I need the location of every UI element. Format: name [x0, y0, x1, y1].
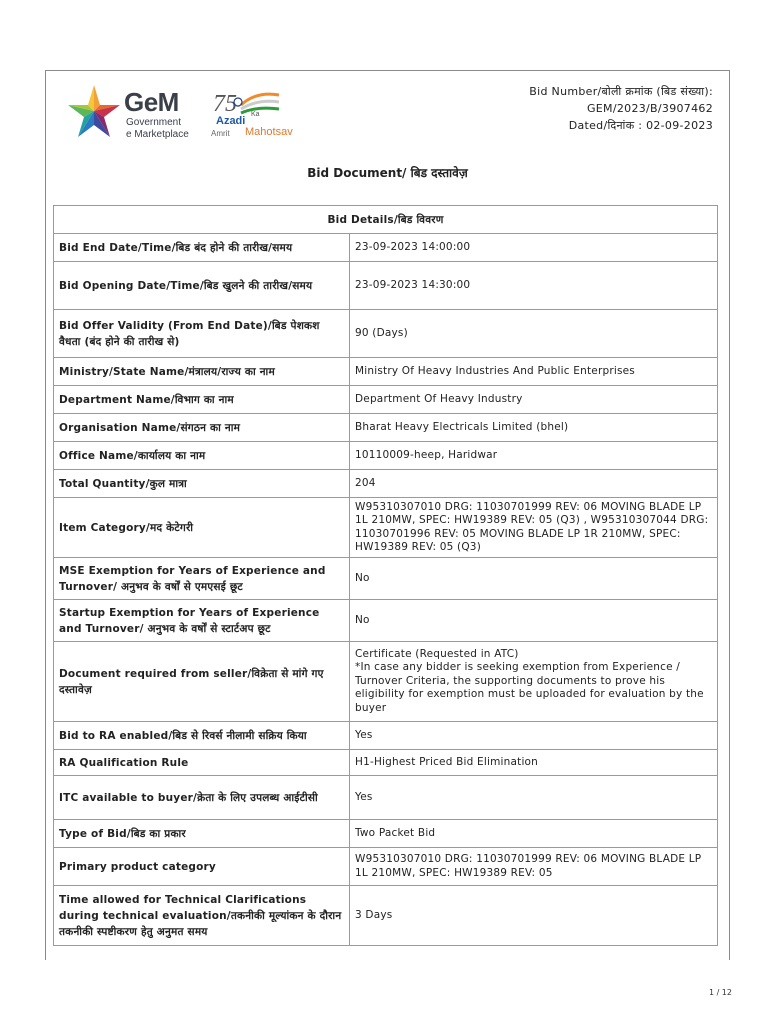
- row-value: [350, 642, 718, 722]
- table-row: [54, 600, 718, 642]
- row-value-line: *In case any bidder is seeking exemption from Experience / Turnover Criteria, the supporting documents to prove his eligibility for exemption must be uploaded for evaluation by the buyer: [355, 661, 704, 714]
- row-label: Document required from seller/विक्रेता से मांगे गए दस्तावेज़: [54, 642, 350, 722]
- gem-logo-line1: Government: [126, 117, 182, 128]
- gem-logo-line2: e Marketplace: [126, 129, 189, 140]
- azadi-mahotsav-text: Mahotsav: [245, 126, 293, 138]
- table-row: [54, 776, 718, 820]
- gem-logo: [64, 81, 199, 143]
- bid-number: GEM/2023/B/3907462: [586, 102, 713, 115]
- azadi-amrit-text: Amrit: [211, 129, 230, 138]
- row-value: W95310307010 DRG: 11030701999 REV: 06 MOVING BLADE LP 1L 210MW, SPEC: HW19389 REV: 05: [350, 848, 718, 886]
- bid-details-table: [53, 205, 718, 946]
- table-row: [54, 386, 718, 414]
- row-label: Bid Offer Validity (From End Date)/बिड पेशकश वैधता (बंद होने की तारीख से): [54, 310, 350, 358]
- svg-text:75: 75: [213, 91, 237, 117]
- table-row: [54, 886, 718, 946]
- row-value: 90 (Days): [350, 310, 718, 358]
- page-number: 1 / 12: [708, 988, 732, 997]
- table-row: [54, 358, 718, 386]
- table-row: [54, 414, 718, 442]
- table-row: [54, 750, 718, 776]
- row-value: Ministry Of Heavy Industries And Public Enterprises: [350, 358, 718, 386]
- table-heading: Bid Details/बिड विवरण: [54, 206, 718, 234]
- azadi-text: Azadi: [216, 115, 246, 127]
- gem-logo-word: GeM: [124, 87, 179, 117]
- table-row: [54, 470, 718, 498]
- document-header: [46, 71, 729, 171]
- row-label: Time allowed for Technical Clarifications during technical evaluation/तकनीकी मूल्यांकन के दौरान तकनीकी स्पष्टीकरण हेतु अनुमत समय: [54, 886, 350, 946]
- row-value: Yes: [350, 722, 718, 750]
- azadi-ka-text: Ka: [251, 111, 260, 118]
- row-label: Bid End Date/Time/बिड बंद होने की तारीख/समय: [54, 234, 350, 262]
- row-label: Department Name/विभाग का नाम: [54, 386, 350, 414]
- gem-star-icon: [64, 81, 124, 143]
- table-row: [54, 642, 718, 722]
- row-label: Bid Opening Date/Time/बिड खुलने की तारीख/समय: [54, 262, 350, 310]
- row-label: Item Category/मद केटेगरी: [54, 498, 350, 558]
- row-value: W95310307010 DRG: 11030701999 REV: 06 MOVING BLADE LP 1L 210MW, SPEC: HW19389 REV: 05 (Q3) , W95310307044 DRG: 11030701996 REV: 05 MOVING BLADE LP 1R 210MW, SPEC: HW19389 REV: 05 (Q3): [350, 498, 718, 558]
- row-value: 23-09-2023 14:30:00: [350, 262, 718, 310]
- row-label: Primary product category: [54, 848, 350, 886]
- row-value: 3 Days: [350, 886, 718, 946]
- row-label: Total Quantity/कुल मात्रा: [54, 470, 350, 498]
- table-row: [54, 820, 718, 848]
- row-value: 23-09-2023 14:00:00: [350, 234, 718, 262]
- row-value: 204: [350, 470, 718, 498]
- table-row: [54, 722, 718, 750]
- dated-value: 02-09-2023: [646, 119, 713, 132]
- row-value: Two Packet Bid: [350, 820, 718, 848]
- row-label: Ministry/State Name/मंत्रालय/राज्य का नाम: [54, 358, 350, 386]
- dated-line: [529, 117, 713, 134]
- row-value: Department Of Heavy Industry: [350, 386, 718, 414]
- table-row: [54, 498, 718, 558]
- row-label: Organisation Name/संगठन का नाम: [54, 414, 350, 442]
- table-row: [54, 848, 718, 886]
- row-label: MSE Exemption for Years of Experience and Turnover/ अनुभव के वर्षों से एमएसई छूट: [54, 558, 350, 600]
- row-label: ITC available to buyer/क्रेता के लिए उपलब्ध आईटीसी: [54, 776, 350, 820]
- row-value: 10110009-heep, Haridwar: [350, 442, 718, 470]
- table-row: [54, 262, 718, 310]
- dated-label: Dated/दिनांक :: [568, 119, 643, 132]
- azadi-75-icon: [211, 89, 281, 117]
- row-value: No: [350, 558, 718, 600]
- row-value: No: [350, 600, 718, 642]
- table-row: [54, 442, 718, 470]
- row-label: RA Qualification Rule: [54, 750, 350, 776]
- table-heading-row: [54, 206, 718, 234]
- row-value: Bharat Heavy Electricals Limited (bhel): [350, 414, 718, 442]
- row-label: Office Name/कार्यालय का नाम: [54, 442, 350, 470]
- row-label: Startup Exemption for Years of Experience and Turnover/ अनुभव के वर्षों से स्टार्टअप छूट: [54, 600, 350, 642]
- azadi-ka-amrit-mahotsav-logo: [211, 89, 321, 139]
- table-row: [54, 310, 718, 358]
- document-page: [45, 70, 730, 960]
- row-value-line: Certificate (Requested in ATC): [355, 647, 519, 660]
- bid-meta: [529, 83, 713, 134]
- row-value: H1-Highest Priced Bid Elimination: [350, 750, 718, 776]
- table-row: [54, 234, 718, 262]
- row-value: Yes: [350, 776, 718, 820]
- table-row: [54, 558, 718, 600]
- document-title: Bid Document/ बिड दस्तावेज़: [307, 166, 468, 180]
- row-label: Type of Bid/बिड का प्रकार: [54, 820, 350, 848]
- row-label: Bid to RA enabled/बिड से रिवर्स नीलामी सक्रिय किया: [54, 722, 350, 750]
- bid-number-label: Bid Number/बोली क्रमांक (बिड संख्या):: [529, 85, 713, 98]
